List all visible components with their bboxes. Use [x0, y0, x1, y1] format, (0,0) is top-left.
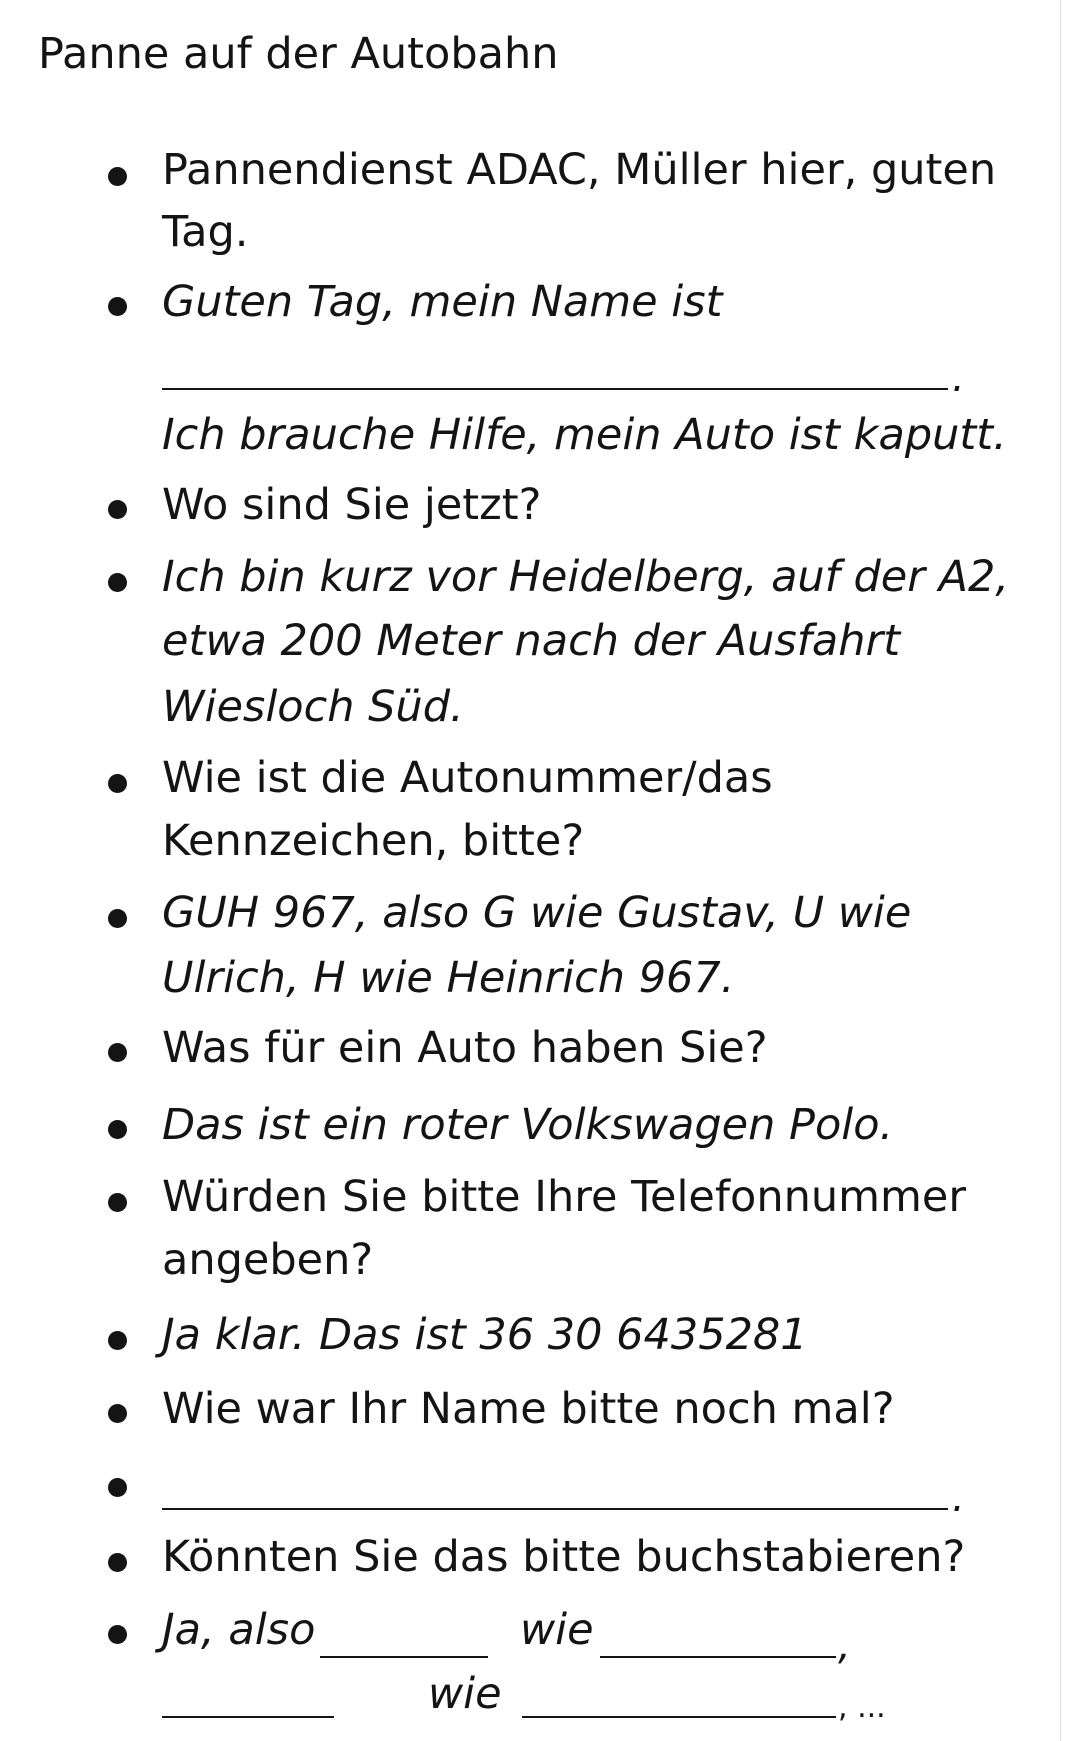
bullet-icon [108, 297, 127, 316]
bullet-icon [108, 1193, 127, 1212]
ellipsis-mark: , ... [838, 1690, 886, 1725]
bullet-icon [108, 774, 127, 793]
dialogue-line: Wiesloch Süd. [162, 682, 464, 732]
dialogue-line: Würden Sie bitte Ihre Telefonnummer [162, 1172, 967, 1222]
dialogue-line: Wie ist die Autonummer/das [162, 753, 773, 803]
dialogue-line: Wo sind Sie jetzt? [162, 480, 542, 530]
dialogue-line: Das ist ein roter Volkswagen Polo. [162, 1100, 894, 1150]
period-mark: . [952, 1475, 965, 1521]
dialogue-line: Was für ein Auto haben Sie? [162, 1023, 768, 1073]
bullet-icon [108, 1331, 127, 1350]
letter-blank-1[interactable] [320, 1656, 488, 1658]
name-blank-1[interactable] [162, 388, 948, 390]
page-title: Panne auf der Autobahn [38, 29, 559, 79]
bullet-icon [108, 1043, 127, 1062]
dialogue-line: Guten Tag, mein Name ist [162, 277, 723, 327]
dialogue-line: Könnten Sie das bitte buchstabieren? [162, 1532, 966, 1582]
bullet-icon [108, 909, 127, 928]
dialogue-line: wie [520, 1605, 594, 1655]
period-mark: . [952, 355, 965, 401]
dialogue-line: Tag. [162, 207, 249, 257]
dialogue-line: Wie war Ihr Name bitte noch mal? [162, 1384, 895, 1434]
dialogue-line: Ich brauche Hilfe, mein Auto ist kaputt. [162, 410, 1007, 460]
bullet-icon [108, 1404, 127, 1423]
dialogue-line: etwa 200 Meter nach der Ausfahrt [162, 616, 901, 666]
word-blank-1[interactable] [600, 1656, 836, 1658]
letter-blank-2[interactable] [162, 1716, 334, 1718]
bullet-icon [108, 1625, 127, 1644]
dialogue-line: angeben? [162, 1235, 374, 1285]
bullet-icon [108, 573, 127, 592]
word-blank-2[interactable] [522, 1716, 836, 1718]
comma-mark: , [838, 1623, 851, 1669]
bullet-icon [108, 1553, 127, 1572]
dialogue-line: Kennzeichen, bitte? [162, 816, 585, 866]
dialogue-line: wie [428, 1669, 502, 1719]
dialogue-line: GUH 967, also G wie Gustav, U wie [162, 888, 912, 938]
dialogue-line: Ulrich, H wie Heinrich 967. [162, 953, 735, 1003]
dialogue-line: Ja, also [162, 1605, 316, 1655]
bullet-icon [108, 1120, 127, 1139]
dialogue-line: Ja klar. Das ist 36 30 6435281 [162, 1310, 808, 1360]
bullet-icon [108, 167, 127, 186]
page-border [1060, 0, 1061, 1741]
bullet-icon [108, 500, 127, 519]
dialogue-line: Pannendienst ADAC, Müller hier, guten [162, 145, 997, 195]
name-blank-2[interactable] [162, 1508, 948, 1510]
bullet-icon [108, 1478, 127, 1497]
dialogue-line: Ich bin kurz vor Heidelberg, auf der A2, [162, 552, 1010, 602]
